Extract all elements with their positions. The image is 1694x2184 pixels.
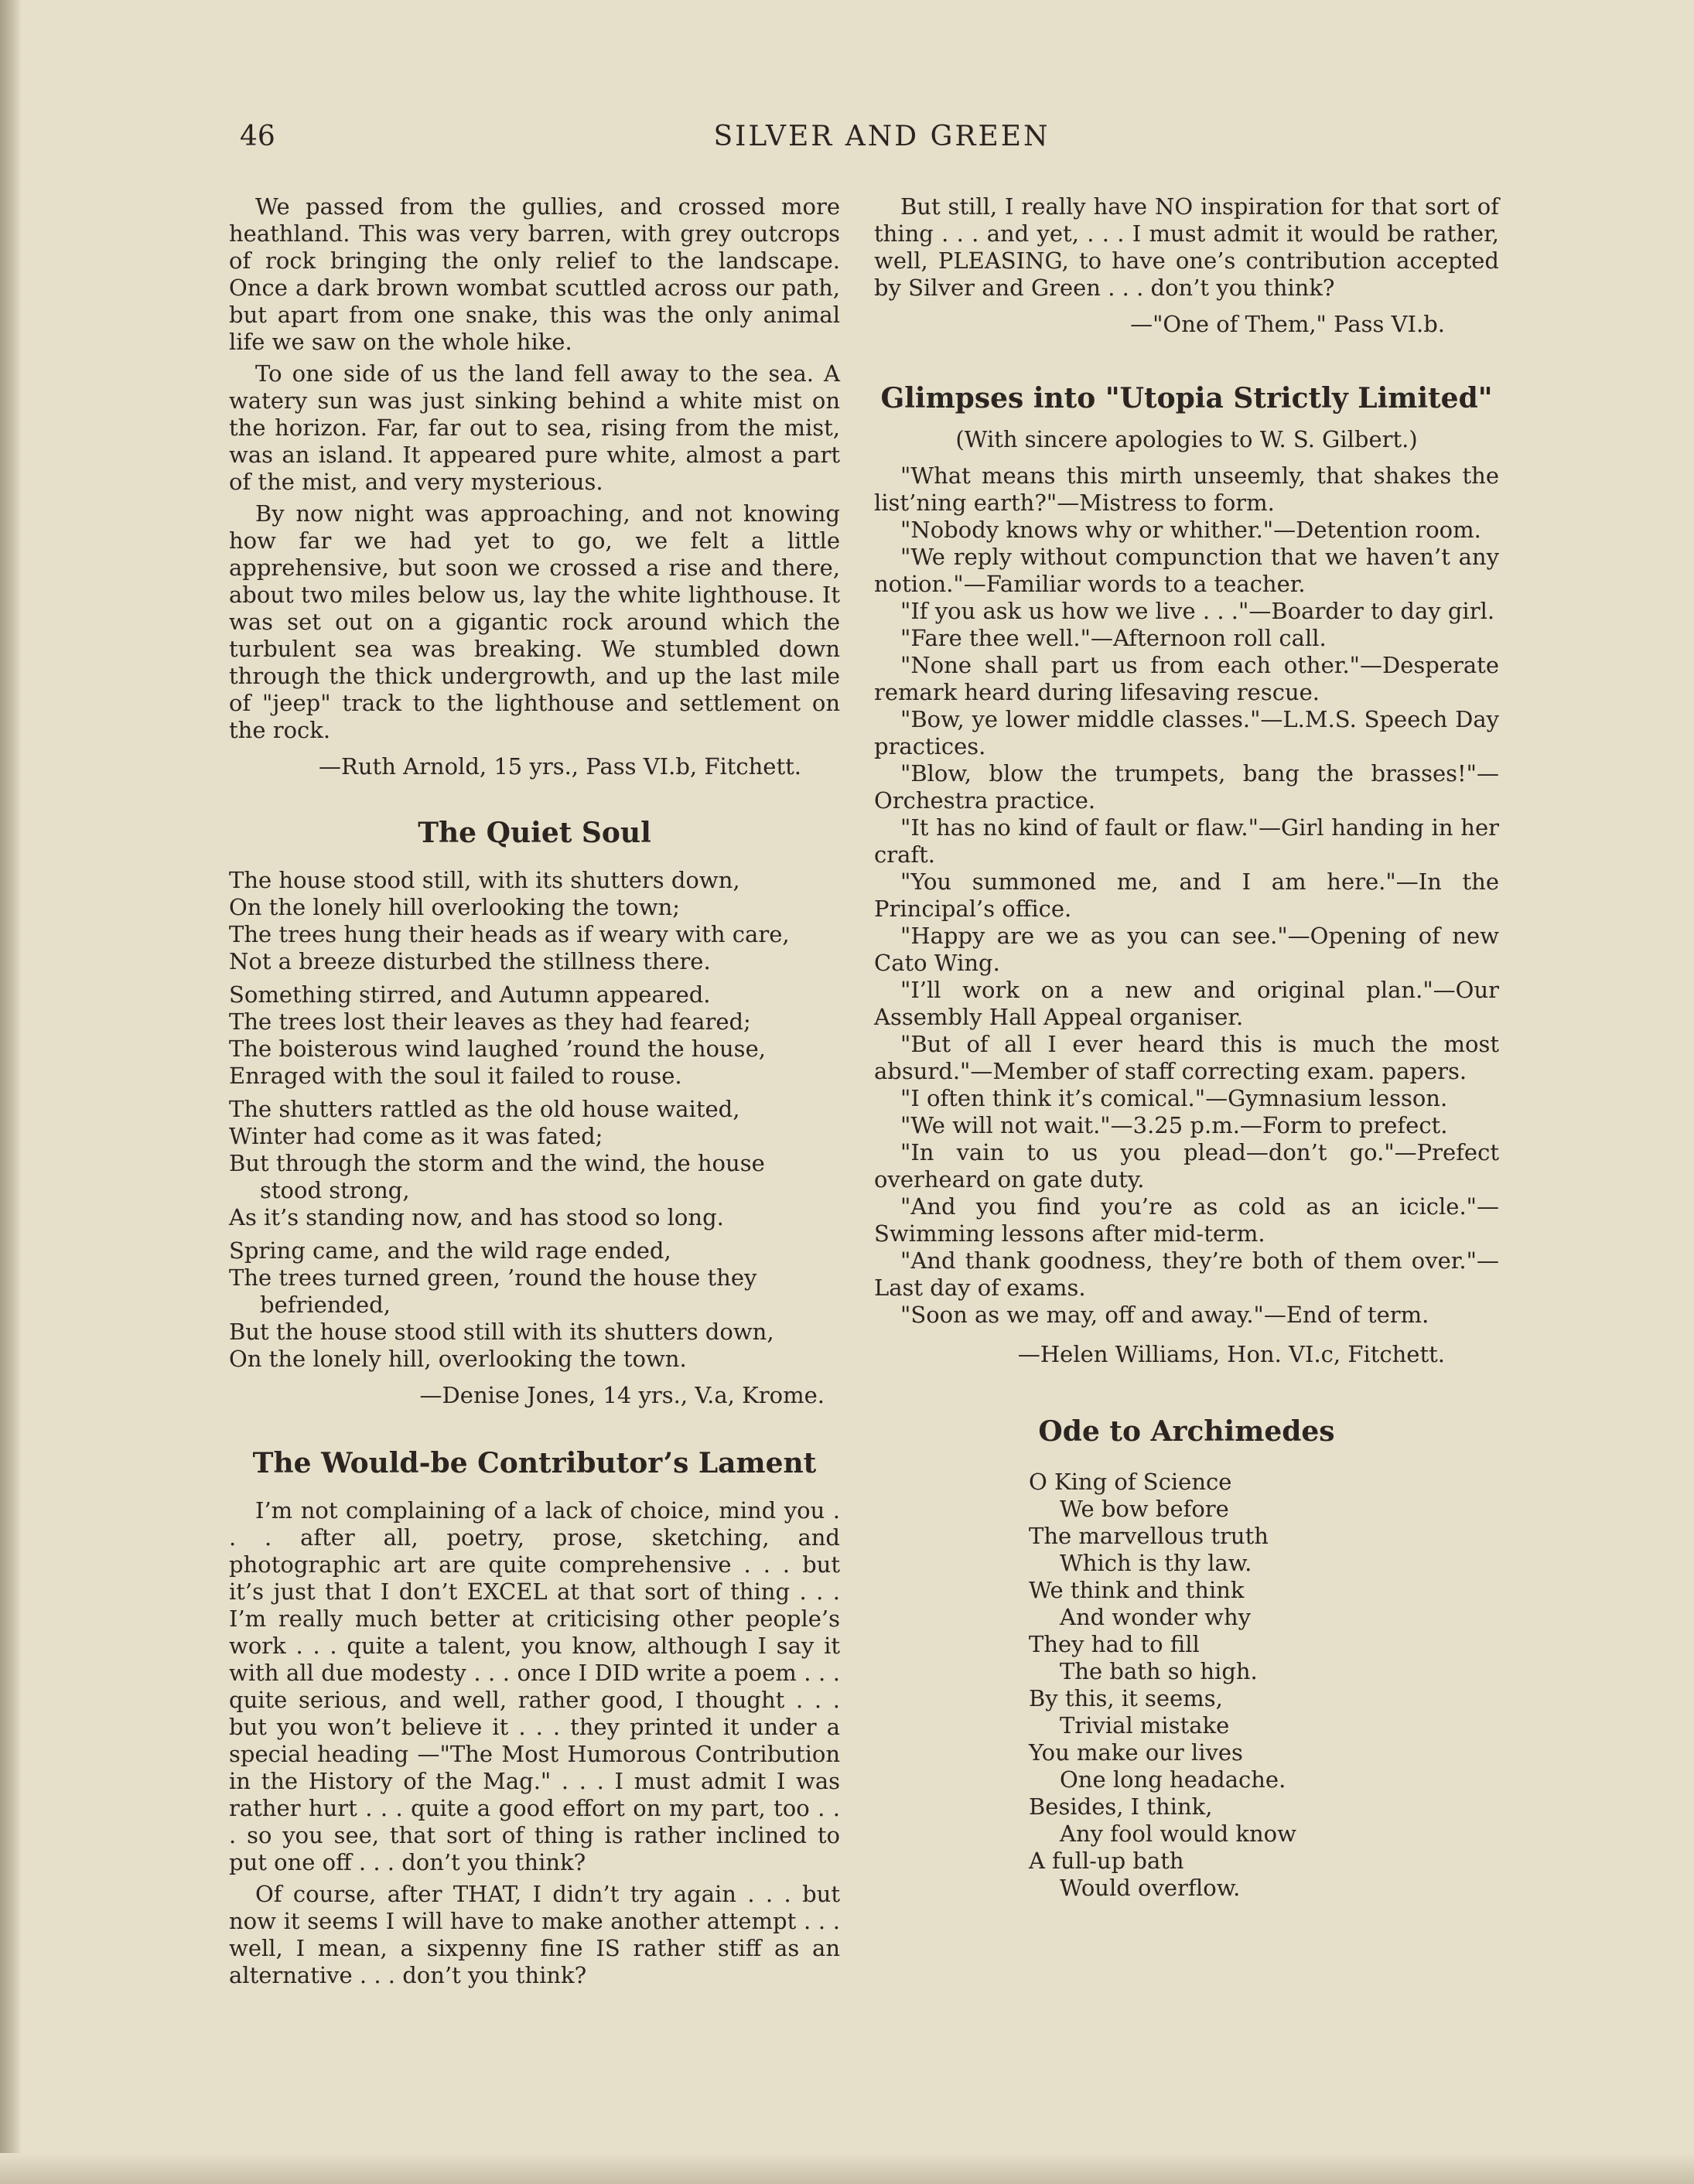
quotation: "I often think it’s comical."—Gymnasium lesson. bbox=[900, 1085, 1448, 1111]
poem-line: The trees lost their leaves as they had feared; bbox=[229, 1008, 751, 1035]
poem-line: Not a breeze disturbed the stillness there. bbox=[229, 948, 711, 974]
left-column bbox=[229, 193, 840, 1989]
author-signature: —"One of Them," Pass VI.b. bbox=[1130, 311, 1445, 337]
article-title: The Would-be Contributor’s Lament bbox=[252, 1447, 817, 1479]
quotation: "We reply without compunction that we haven’t any notion."—Familiar words to a teacher. bbox=[874, 544, 1499, 597]
poem-title: Ode to Archimedes bbox=[1038, 1415, 1335, 1448]
paragraph: By now night was approaching, and not knowing how far we had yet to go, we felt a little apprehensive, but soon we crossed a rise and there, about two miles below us, lay the white lighthouse. It was set out on a gigantic rock around which the turbulent sea was breaking. We stumbled down through the thick undergrowth, and up the last mile of "jeep" track to the lighthouse and settlement on the rock. bbox=[229, 500, 840, 743]
poem-line: befriended, bbox=[260, 1292, 391, 1318]
author-signature: —Denise Jones, 14 yrs., V.a, Krome. bbox=[419, 1382, 825, 1408]
quotation: "We will not wait."—3.25 p.m.—Form to prefect. bbox=[900, 1112, 1448, 1138]
poem-line: The marvellous truth bbox=[1029, 1523, 1269, 1549]
poem-line: The trees turned green, ’round the house they bbox=[229, 1264, 757, 1291]
article-subtitle: (With sincere apologies to W. S. Gilbert.) bbox=[955, 426, 1418, 452]
utopia-article bbox=[874, 381, 1499, 1368]
quiet-soul-poem bbox=[229, 816, 840, 1409]
poem-line: The trees hung their heads as if weary with care, bbox=[229, 921, 790, 947]
poem-line: But through the storm and the wind, the house bbox=[229, 1150, 765, 1176]
poem-line: Spring came, and the wild rage ended, bbox=[229, 1237, 671, 1264]
poem-line: They had to fill bbox=[1029, 1631, 1200, 1657]
poem-line: And wonder why bbox=[1060, 1604, 1252, 1630]
quotation: "It has no kind of fault or flaw."—Girl handing in her craft. bbox=[874, 814, 1499, 868]
poem-line: By this, it seems, bbox=[1029, 1685, 1223, 1711]
poem-line: Something stirred, and Autumn appeared. bbox=[229, 981, 711, 1008]
paragraph: We passed from the gullies, and crossed more heathland. This was very barren, with grey outcrops of rock bringing the only relief to the landscape. Once a dark brown wombat scuttled across our path, but apart from one snake, this was the only animal life we saw on the whole hike. bbox=[229, 193, 840, 355]
lament-article bbox=[229, 1446, 840, 1989]
quotation: "And thank goodness, they’re both of them over."—Last day of exams. bbox=[874, 1247, 1499, 1301]
poem-line: As it’s standing now, and has stood so long. bbox=[229, 1204, 724, 1230]
right-column bbox=[874, 193, 1499, 1902]
quotation: "Happy are we as you can see."—Opening of new Cato Wing. bbox=[874, 923, 1499, 976]
quotation: "Blow, blow the trumpets, bang the brasses!"—Orchestra practice. bbox=[874, 760, 1499, 814]
poem-line: On the lonely hill overlooking the town; bbox=[229, 894, 681, 920]
quotation: "What means this mirth unseemly, that shakes the list’ning earth?"—Mistress to form. bbox=[874, 462, 1499, 516]
poem-line: One long headache. bbox=[1060, 1766, 1286, 1793]
page-header bbox=[240, 116, 1524, 162]
quotation: "None shall part us from each other."—Desperate remark heard during lifesaving rescue. bbox=[874, 652, 1499, 705]
quotation: "Fare thee well."—Afternoon roll call. bbox=[900, 625, 1327, 651]
hike-article bbox=[229, 193, 840, 780]
quotation: "If you ask us how we live . . ."—Boarder to day girl. bbox=[900, 598, 1495, 624]
quotation: "You summoned me, and I am here."—In the Principal’s office. bbox=[874, 868, 1499, 922]
poem-stanza bbox=[229, 1096, 840, 1231]
ode-poem bbox=[874, 1414, 1499, 1902]
quotation-list bbox=[874, 462, 1499, 1329]
poem-line: We think and think bbox=[1029, 1577, 1245, 1603]
poem-line: The boisterous wind laughed ’round the house, bbox=[229, 1036, 766, 1062]
poem-line: We bow before bbox=[1060, 1496, 1229, 1522]
poem-line: Besides, I think, bbox=[1029, 1793, 1213, 1820]
quotation: "Nobody knows why or whither."—Detention room. bbox=[900, 517, 1481, 543]
poem-line: On the lonely hill, overlooking the town. bbox=[229, 1346, 687, 1372]
poem-line: The bath so high. bbox=[1060, 1658, 1258, 1684]
poem-line: O King of Science bbox=[1029, 1469, 1232, 1495]
paragraph: To one side of us the land fell away to the sea. A watery sun was just sinking behind a white mist on the horizon. Far, far out to sea, rising from the mist, was an island. It appeared pure white, almost a part of the mist, and very mysterious. bbox=[229, 360, 840, 495]
poem-line: A full-up bath bbox=[1029, 1848, 1184, 1874]
poem-stanza bbox=[229, 867, 840, 975]
poem-line: But the house stood still with its shutters down, bbox=[229, 1319, 774, 1345]
paragraph: But still, I really have NO inspiration for that sort of thing . . . and yet, . . . I must admit it would be rather, well, PLEASING, to have one’s contribution accepted by Silver and Green . . . don’t you think? bbox=[874, 193, 1499, 301]
quotation: "In vain to us you plead—don’t go."—Prefect overheard on gate duty. bbox=[874, 1139, 1499, 1193]
running-title: SILVER AND GREEN bbox=[713, 121, 1050, 152]
quotation: "But of all I ever heard this is much the most absurd."—Member of staff correcting exam. papers. bbox=[874, 1031, 1499, 1084]
page-number: 46 bbox=[240, 121, 275, 152]
article-title: Glimpses into "Utopia Strictly Limited" bbox=[880, 382, 1493, 415]
poem-body bbox=[874, 1469, 1499, 1902]
poem-line: Enraged with the soul it failed to rouse. bbox=[229, 1063, 682, 1089]
lament-continued bbox=[874, 193, 1499, 338]
poem-stanza bbox=[229, 1237, 840, 1373]
page-binding-shadow bbox=[0, 0, 22, 2184]
page-bottom-edge bbox=[0, 2153, 1694, 2184]
quotation: "Bow, ye lower middle classes."—L.M.S. Speech Day practices. bbox=[874, 706, 1499, 759]
poem-line: You make our lives bbox=[1029, 1739, 1243, 1766]
quotation: "Soon as we may, off and away."—End of term. bbox=[900, 1302, 1429, 1328]
author-signature: —Helen Williams, Hon. VI.c, Fitchett. bbox=[1017, 1341, 1445, 1367]
poem-line: Which is thy law. bbox=[1060, 1550, 1252, 1576]
poem-line: Any fool would know bbox=[1060, 1821, 1296, 1847]
poem-line: stood strong, bbox=[260, 1177, 410, 1203]
poem-line: Winter had come as it was fated; bbox=[229, 1123, 603, 1149]
poem-line: The shutters rattled as the old house waited, bbox=[229, 1096, 740, 1122]
poem-stanza bbox=[229, 981, 840, 1090]
poem-line: Would overflow. bbox=[1060, 1875, 1241, 1901]
poem-title: The Quiet Soul bbox=[418, 817, 651, 849]
paragraph: Of course, after THAT, I didn’t try again . . . but now it seems I will have to make another attempt . . . well, I mean, a sixpenny fine IS rather stiff as an alternative . . . don’t you think? bbox=[229, 1881, 840, 1988]
paragraph: I’m not complaining of a lack of choice, mind you . . . after all, poetry, prose, sketching, and photographic art are quite comprehensive . . . but it’s just that I don’t EXCEL at that sort of thing . . . I’m really much better at criticising other people’s work . . . quite a talent, you know, although I say it with all due modesty . . . once I DID write a poem . . . quite serious, and well, rather good, I thought . . . but you won’t believe it . . . they printed it under a special heading —"The Most Humorous Contribution in the History of the Mag." . . . I must admit I was rather hurt . . . quite a good effort on my part, too . . . so you see, that sort of thing is rather inclined to put one off . . . don’t you think? bbox=[229, 1497, 840, 1875]
poem-line: Trivial mistake bbox=[1060, 1712, 1230, 1739]
quotation: "And you find you’re as cold as an icicle."—Swimming lessons after mid-term. bbox=[874, 1193, 1499, 1247]
quotation: "I’ll work on a new and original plan."—Our Assembly Hall Appeal organiser. bbox=[874, 977, 1499, 1030]
poem-line: The house stood still, with its shutters down, bbox=[229, 867, 740, 893]
author-signature: —Ruth Arnold, 15 yrs., Pass VI.b, Fitchett. bbox=[319, 753, 801, 780]
